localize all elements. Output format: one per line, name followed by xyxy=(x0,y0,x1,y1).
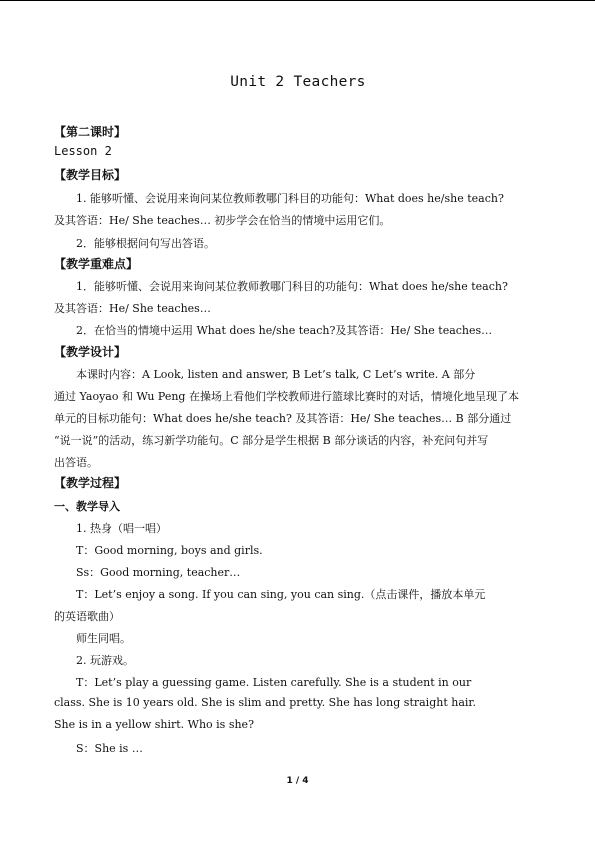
lesson-label: Lesson 2 xyxy=(54,144,112,158)
section-heading: 【教学重难点】 xyxy=(54,257,139,271)
page-number: 1 / 4 xyxy=(286,776,309,786)
paragraph-line: T：Let’s play a guessing game. Listen carefully. She is a student in our xyxy=(76,676,472,689)
paragraph-line: 及其答语：He/ She teaches… xyxy=(54,302,211,315)
section-heading: 【教学设计】 xyxy=(54,345,127,359)
paragraph-line: 师生同唱。 xyxy=(76,632,131,645)
paragraph-line: S：She is … xyxy=(76,742,143,755)
page-title: Unit 2 Teachers xyxy=(230,74,366,90)
paragraph-line: 1. 能够听懂、会说用来询问某位教师教哪门科目的功能句：What does he/she teach? xyxy=(76,192,504,205)
paragraph-line: class. She is 10 years old. She is slim and pretty. She has long straight hair. xyxy=(54,696,476,709)
subsection-heading: 一、教学导入 xyxy=(54,500,120,513)
paragraph-line: 2. 玩游戏。 xyxy=(76,654,134,667)
paragraph-line: T：Good morning, boys and girls. xyxy=(76,544,263,557)
section-heading: 【第二课时】 xyxy=(54,125,127,139)
paragraph-line: 2．能够根据问句写出答语。 xyxy=(76,237,215,250)
paragraph-line: 出答语。 xyxy=(54,456,98,469)
paragraph-line: 单元的目标功能句：What does he/she teach? 及其答语：He/ She teaches… B 部分通过 xyxy=(54,412,512,425)
section-heading: 【教学目标】 xyxy=(54,168,127,182)
section-heading: 【教学过程】 xyxy=(54,476,127,490)
paragraph-line: 的英语歌曲） xyxy=(54,610,120,623)
paragraph-line: 1．能够听懂、会说用来询问某位教师教哪门科目的功能句：What does he/she teach? xyxy=(76,280,508,293)
paragraph-line: Ss：Good morning, teacher… xyxy=(76,566,241,579)
paragraph-line: 及其答语：He/ She teaches… 初步学会在恰当的情境中运用它们。 xyxy=(54,214,391,227)
paragraph-line: 通过 Yaoyao 和 Wu Peng 在操场上看他们学校教师进行篮球比赛时的对话，情境化地呈现了本 xyxy=(54,390,519,403)
paragraph-line: “说一说”的活动，练习新学功能句。C 部分是学生根据 B 部分谈话的内容，补充问句并写 xyxy=(54,434,489,447)
top-rule xyxy=(0,0,595,1)
paragraph-line: 2．在恰当的情境中运用 What does he/she teach?及其答语：He/ She teaches… xyxy=(76,324,493,337)
paragraph-line: 1. 热身（唱一唱） xyxy=(76,522,167,535)
paragraph-line: She is in a yellow shirt. Who is she? xyxy=(54,718,254,731)
paragraph-line: T：Let’s enjoy a song. If you can sing, you can sing.（点击课件，播放本单元 xyxy=(76,588,486,601)
paragraph-line: 本课时内容：A Look, listen and answer, B Let’s talk, C Let’s write. A 部分 xyxy=(76,368,476,381)
